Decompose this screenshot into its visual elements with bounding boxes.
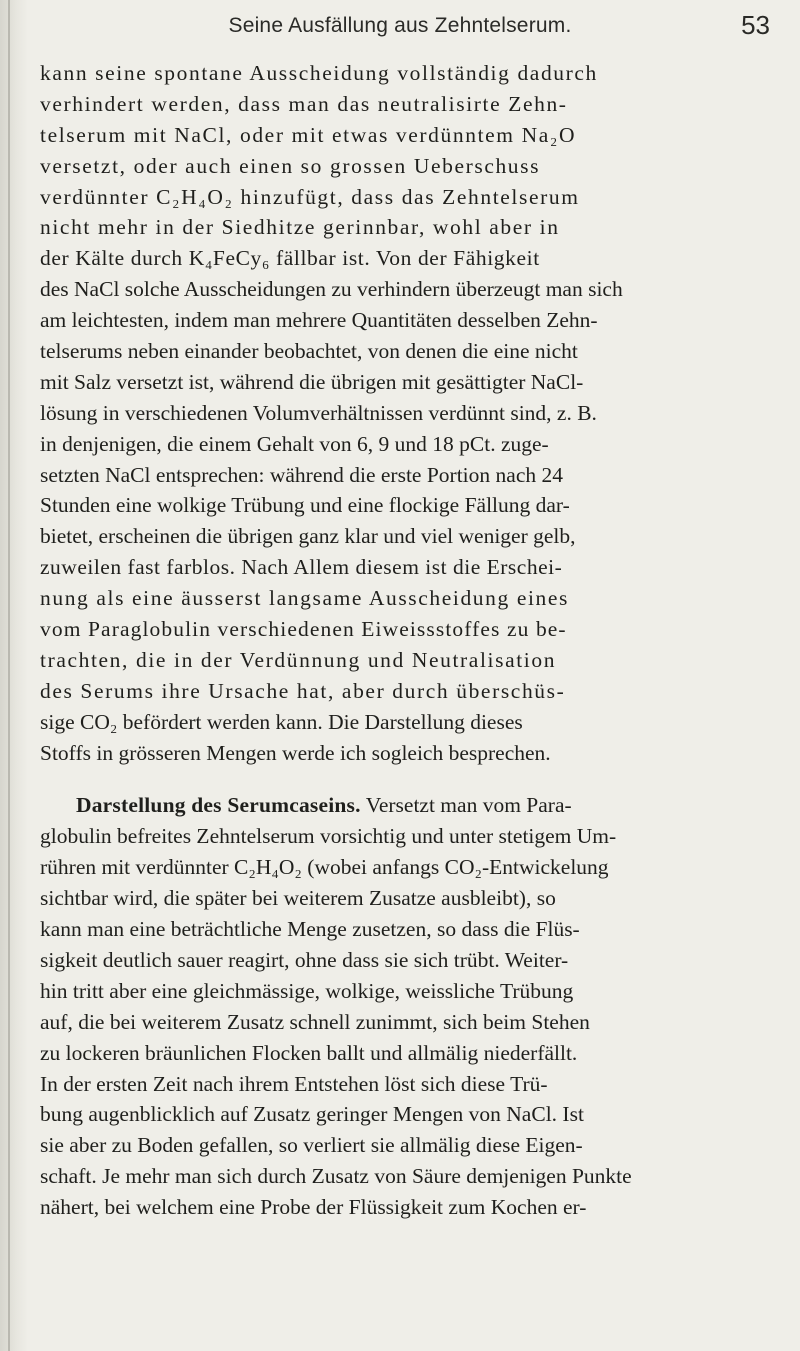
- running-title: Seine Ausfällung aus Zehntelserum.: [228, 14, 572, 37]
- text-line: bietet, erscheinen die übrigen ganz klar und viel weniger gelb,: [40, 524, 576, 549]
- heading-continuation: Versetzt man vom Para-: [360, 793, 572, 818]
- text-line: In der ersten Zeit nach ihrem Entstehen löst sich diese Trü-: [40, 1071, 548, 1096]
- text-line: zuweilen fast farblos. Nach Allem diesem ist die Erschei-: [40, 555, 563, 580]
- page-number: 53: [741, 10, 770, 40]
- text-line: verdünnter C₂H₄O₂ hinzufügt, dass das Zehntelserum: [40, 184, 580, 209]
- text-line: Stunden eine wolkige Trübung und eine flockige Fällung dar-: [40, 493, 570, 518]
- text-line: des NaCl solche Ausscheidungen zu verhindern überzeugt man sich: [40, 277, 623, 302]
- text-line: Stoffs in grösseren Mengen werde ich sogleich besprechen.: [40, 740, 551, 765]
- text-line: schaft. Je mehr man sich durch Zusatz von Säure demjenigen Punkte: [40, 1164, 632, 1189]
- text-line: verhindert werden, dass man das neutralisirte Zehn-: [40, 91, 568, 116]
- paragraph-1: [40, 58, 792, 768]
- page-gutter-shadow: [0, 0, 28, 1351]
- text-line: am leichtesten, indem man mehrere Quantitäten desselben Zehn-: [40, 308, 598, 333]
- text-line: des Serums ihre Ursache hat, aber durch überschüs-: [40, 678, 566, 703]
- text-line: sie aber zu Boden gefallen, so verliert sie allmälig diese Eigen-: [40, 1133, 583, 1158]
- text-line: nähert, bei welchem eine Probe der Flüssigkeit zum Kochen er-: [40, 1195, 587, 1220]
- paragraph-2: [40, 790, 792, 1222]
- text-line: in denjenigen, die einem Gehalt von 6, 9 und 18 pCt. zuge-: [40, 431, 549, 456]
- body-text: [40, 58, 792, 1223]
- text-line: sige CO₂ befördert werden kann. Die Darstellung dieses: [40, 709, 523, 734]
- text-line: setzten NaCl entsprechen: während die erste Portion nach 24: [40, 462, 563, 487]
- text-line: [40, 790, 792, 821]
- text-line: rühren mit verdünnter C₂H₄O₂ (wobei anfangs CO₂-Entwickelung: [40, 855, 609, 880]
- section-heading: Darstellung des Serumcaseins.: [76, 793, 361, 818]
- gutter-edge-line: [8, 0, 10, 1351]
- text-line: der Kälte durch K₄FeCy₆ fällbar ist. Von der Fähigkeit: [40, 246, 540, 271]
- text-line: trachten, die in der Verdünnung und Neutralisation: [40, 647, 557, 672]
- text-line: auf, die bei weiterem Zusatz schnell zunimmt, sich beim Stehen: [40, 1009, 590, 1034]
- text-line: nung als eine äusserst langsame Ausscheidung eines: [40, 586, 570, 611]
- text-line: telserum mit NaCl, oder mit etwas verdünntem Na₂O: [40, 122, 577, 147]
- text-line: versetzt, oder auch einen so grossen Ueberschuss: [40, 153, 541, 178]
- text-line: bung augenblicklich auf Zusatz geringer Mengen von NaCl. Ist: [40, 1102, 584, 1127]
- text-line: telserums neben einander beobachtet, von denen die eine nicht: [40, 339, 578, 364]
- page-header: [0, 8, 800, 42]
- text-line: kann seine spontane Ausscheidung vollständig dadurch: [40, 61, 598, 85]
- text-line: nicht mehr in der Siedhitze gerinnbar, wohl aber in: [40, 215, 560, 240]
- text-line: vom Paraglobulin verschiedenen Eiweissstoffes zu be-: [40, 617, 567, 642]
- text-line: globulin befreites Zehntelserum vorsichtig und unter stetigem Um-: [40, 824, 617, 849]
- text-line: hin tritt aber eine gleichmässige, wolkige, weissliche Trübung: [40, 978, 574, 1003]
- text-line: sigkeit deutlich sauer reagirt, ohne dass sie sich trübt. Weiter-: [40, 947, 569, 972]
- text-line: kann man eine beträchtliche Menge zusetzen, so dass die Flüs-: [40, 917, 580, 942]
- text-line: sichtbar wird, die später bei weiterem Zusatze ausbleibt), so: [40, 886, 556, 911]
- text-line: lösung in verschiedenen Volumverhältnissen verdünnt sind, z. B.: [40, 400, 597, 425]
- text-line: mit Salz versetzt ist, während die übrigen mit gesättigter NaCl-: [40, 369, 584, 394]
- text-line: zu lockeren bräunlichen Flocken ballt und allmälig niederfällt.: [40, 1040, 578, 1065]
